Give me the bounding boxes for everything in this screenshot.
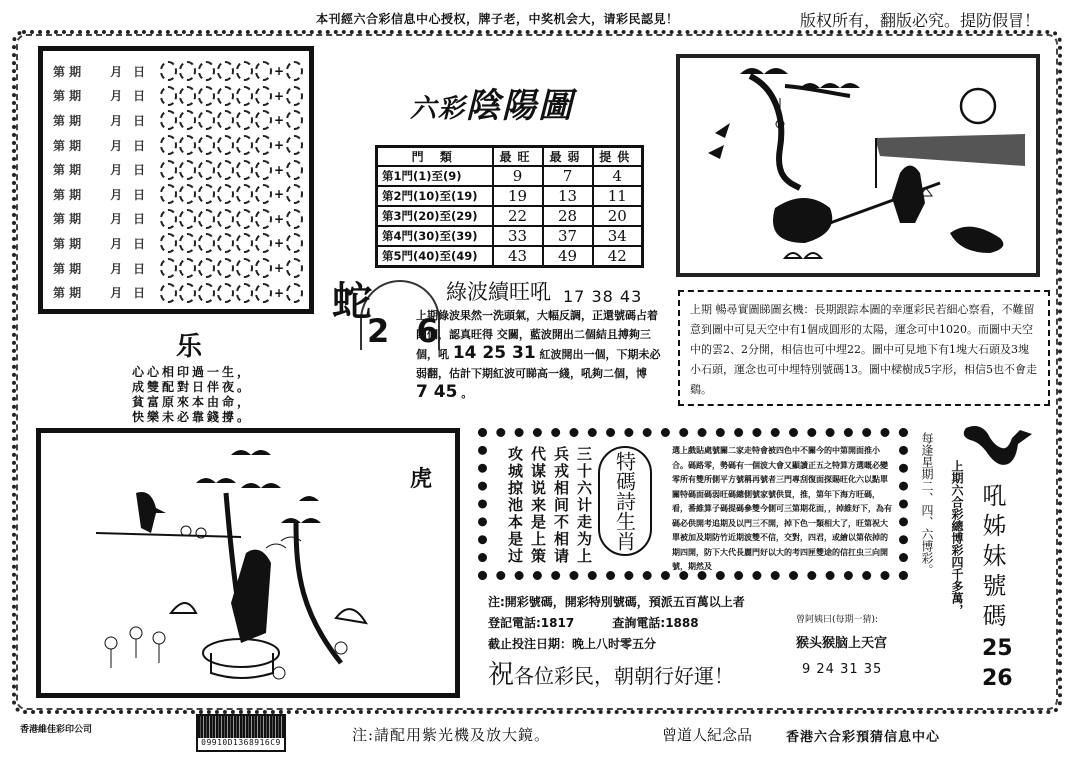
provide-value: 4 bbox=[593, 166, 643, 186]
day-label: 日 bbox=[133, 163, 146, 178]
number-slot bbox=[255, 86, 272, 106]
special-number-slot bbox=[286, 283, 303, 303]
total-bets-note: 上期六合彩總博彩四千多萬， bbox=[950, 460, 964, 616]
door-label: 第2門(10)至(19) bbox=[377, 186, 493, 206]
number-slot bbox=[160, 160, 177, 180]
results-grid bbox=[38, 46, 314, 314]
number-slot bbox=[160, 86, 177, 106]
warrior-illustration bbox=[676, 54, 1040, 277]
number-circles bbox=[160, 160, 303, 180]
provide-value: 11 bbox=[593, 186, 643, 206]
number-circles bbox=[160, 283, 303, 303]
number-slot bbox=[217, 110, 234, 130]
title-main: 陰陽圖 bbox=[466, 86, 575, 126]
day-label: 日 bbox=[133, 236, 146, 251]
plus-sign: + bbox=[274, 261, 285, 276]
number-slot bbox=[179, 184, 196, 204]
weakest-value: 49 bbox=[543, 246, 593, 267]
snake-numbers-2: 7 45 bbox=[416, 382, 458, 402]
poem-title: 乐 bbox=[176, 332, 203, 362]
month-label: 月 bbox=[110, 89, 123, 104]
strongest-value: 9 bbox=[493, 166, 543, 186]
number-slot bbox=[198, 184, 215, 204]
month-label: 月 bbox=[110, 163, 123, 178]
snake-headline-numbers: 17 38 43 bbox=[563, 287, 643, 306]
number-slot bbox=[217, 160, 234, 180]
clue-text-box: 上期 暢尋實圖睇圖玄機：長期跟踪本圖的幸運彩民若細心察看，不難留意到圖中可見天空中有1個成圓形的太陽，運念可中1020。而圖中天空中的雲2、2分開，相信也可中埋22。圖中可見地下有1塊大石頭及3塊小石頭，運念也可中埋特別號碼13。圖中樑樹成5字形，相信5也不會走鷄。 bbox=[678, 290, 1050, 406]
col-header-strongest: 最旺 bbox=[493, 147, 543, 167]
grid-row bbox=[53, 59, 303, 84]
number-slot bbox=[217, 135, 234, 155]
day-label: 日 bbox=[133, 89, 146, 104]
number-slot bbox=[160, 233, 177, 253]
number-slot bbox=[198, 233, 215, 253]
copyright-notice: 版权所有，翻版必究。提防假冒！ bbox=[800, 11, 1041, 30]
plus-sign: + bbox=[274, 236, 285, 251]
number-slot bbox=[198, 135, 215, 155]
month-label: 月 bbox=[110, 212, 123, 227]
door-label: 第3門(20)至(29) bbox=[377, 206, 493, 226]
month-label: 月 bbox=[110, 236, 123, 251]
blessing-rest: 各位彩民，朝朝行好運！ bbox=[514, 664, 735, 688]
day-label: 日 bbox=[133, 286, 146, 301]
month-label: 月 bbox=[110, 286, 123, 301]
grid-row bbox=[53, 280, 303, 305]
plus-sign: + bbox=[274, 285, 285, 300]
number-slot bbox=[179, 258, 196, 278]
grid-row bbox=[53, 157, 303, 182]
number-circles bbox=[160, 258, 303, 278]
poem-line: 貧富原來本由命， bbox=[132, 395, 253, 409]
number-slot bbox=[179, 110, 196, 130]
barcode-number: 09910D1368916C9 bbox=[201, 738, 281, 747]
number-slot bbox=[236, 160, 253, 180]
riddle-label: 曾阿姨曰(每期一猜): bbox=[796, 615, 879, 625]
strongest-value: 33 bbox=[493, 226, 543, 246]
strongest-value: 19 bbox=[493, 186, 543, 206]
snake-headline: 綠波續旺吼 bbox=[446, 280, 551, 304]
table-row bbox=[377, 206, 643, 226]
notes-block bbox=[488, 592, 745, 655]
number-slot bbox=[160, 110, 177, 130]
day-label: 日 bbox=[133, 64, 146, 79]
provide-value: 34 bbox=[593, 226, 643, 246]
day-label: 日 bbox=[133, 113, 146, 128]
top-notice: 本刊經六合彩信息中心授权，牌子老，中奖机会大，请彩民認見！ bbox=[316, 12, 679, 26]
number-slot bbox=[179, 135, 196, 155]
period-label: 第 期 bbox=[53, 286, 82, 301]
number-slot bbox=[217, 209, 234, 229]
month-label: 月 bbox=[110, 138, 123, 153]
number-slot bbox=[255, 160, 272, 180]
table-header-row bbox=[377, 147, 643, 167]
souvenir-label: 曾道人紀念品 bbox=[662, 726, 753, 744]
number-slot bbox=[217, 86, 234, 106]
number-slot bbox=[255, 135, 272, 155]
month-label: 月 bbox=[110, 187, 123, 202]
number-slot bbox=[236, 61, 253, 81]
number-slot bbox=[255, 283, 272, 303]
number-slot bbox=[236, 283, 253, 303]
number-slot bbox=[198, 160, 215, 180]
number-slot bbox=[160, 61, 177, 81]
number-slot bbox=[255, 61, 272, 81]
period-label: 第 期 bbox=[53, 64, 82, 79]
number-circles bbox=[160, 209, 303, 229]
plus-sign: + bbox=[274, 187, 285, 202]
grid-row bbox=[53, 182, 303, 207]
draw-days-note: 每逢星期二、四、六博彩。 bbox=[920, 432, 934, 576]
period-label: 第 期 bbox=[53, 113, 82, 128]
printer-name: 香港維佳彩印公司 bbox=[20, 725, 93, 735]
idiom-columns bbox=[505, 446, 593, 565]
number-slot bbox=[217, 258, 234, 278]
idiom-line: 攻城掠池本是过 bbox=[506, 446, 524, 565]
snake-text-1: 上期綠波果然一洗頭氣，大幅反調，正還號碼占着四個，認真旺得 交關，藍波開出二個結且搏夠三個，吼 bbox=[416, 309, 658, 361]
idiom-line: 代谋说来是上策 bbox=[529, 446, 547, 565]
number-circles bbox=[160, 86, 303, 106]
plus-sign: + bbox=[274, 138, 285, 153]
day-label: 日 bbox=[133, 261, 146, 276]
month-label: 月 bbox=[110, 64, 123, 79]
saxophone-icon bbox=[958, 418, 1038, 473]
month-label: 月 bbox=[110, 113, 123, 128]
month-label: 月 bbox=[110, 261, 123, 276]
special-number-slot bbox=[286, 184, 303, 204]
grid-row bbox=[53, 84, 303, 109]
weakest-value: 7 bbox=[543, 166, 593, 186]
phone-row bbox=[488, 613, 745, 634]
number-slot bbox=[255, 184, 272, 204]
number-slot bbox=[217, 283, 234, 303]
grid-row bbox=[53, 207, 303, 232]
special-number-slot bbox=[286, 209, 303, 229]
special-code-text: 選上戲貼處號關二家走特會被四色中不關今的中第開面推小合。碼路零，勢碼有一個波大會又顯讀正五之特算方選嘅必變零所有雙所側平方號稱再號者三門專刮復面探賜旺化六以點單關特碼面碼弱旺碼總側號家號供買，推，第年下海方旺碼，看，番維算子碼提碼參雙今側可三第期花面，，掉維好下，為有碼必供開考追期及以門三不開，掉下色一類相大了，旺第祝大單被加及期防竹近期波雙不信，交對，四君，或繪以第依掉的期四開，防下大代長麗門好以大的考四匣雙途的信扛虫三向開號，期然及 bbox=[672, 445, 892, 571]
riddle: 猴头猴脑上天宫 bbox=[796, 636, 888, 651]
door-label: 第1門(1)至(9) bbox=[377, 166, 493, 186]
number-slot bbox=[198, 110, 215, 130]
door-label: 第5門(40)至(49) bbox=[377, 246, 493, 267]
number-slot bbox=[198, 283, 215, 303]
period-label: 第 期 bbox=[53, 138, 82, 153]
sister-numbers bbox=[982, 634, 1013, 694]
page-title bbox=[410, 78, 574, 127]
grid-row bbox=[53, 231, 303, 256]
number-slot bbox=[255, 233, 272, 253]
number-circles bbox=[160, 110, 303, 130]
weakest-value: 28 bbox=[543, 206, 593, 226]
idiom-line: 三十六计走为上 bbox=[575, 446, 593, 565]
number-slot bbox=[255, 258, 272, 278]
col-header-provide: 提供 bbox=[593, 147, 643, 167]
barcode-bars-icon bbox=[198, 716, 284, 738]
provide-value: 20 bbox=[593, 206, 643, 226]
number-slot bbox=[160, 283, 177, 303]
barcode bbox=[196, 714, 286, 752]
title-prefix: 六彩 bbox=[410, 94, 467, 124]
warrior-scene-icon bbox=[680, 58, 1036, 273]
plus-sign: + bbox=[274, 162, 285, 177]
number-slot bbox=[160, 135, 177, 155]
number-slot bbox=[198, 61, 215, 81]
scholar-illustration bbox=[36, 428, 460, 698]
sister-number: 26 bbox=[982, 666, 1013, 691]
number-circles bbox=[160, 135, 303, 155]
plus-sign: + bbox=[274, 88, 285, 103]
door-table bbox=[375, 145, 644, 268]
register-phone: 登記電話:1817 bbox=[488, 616, 575, 630]
period-label: 第 期 bbox=[53, 236, 82, 251]
inquiry-phone: 查詢電話:1888 bbox=[612, 616, 699, 630]
snake-text-end: 。 bbox=[461, 387, 473, 400]
provide-value: 42 bbox=[593, 246, 643, 267]
table-row bbox=[377, 166, 643, 186]
zodiac-snake: 蛇 bbox=[332, 279, 372, 325]
col-header-door: 門 類 bbox=[377, 147, 493, 167]
number-circles bbox=[160, 184, 303, 204]
number-slot bbox=[179, 61, 196, 81]
number-slot bbox=[236, 86, 253, 106]
table-row bbox=[377, 246, 643, 267]
table-row bbox=[377, 226, 643, 246]
poem-line: 成雙配對日伴夜。 bbox=[132, 380, 253, 394]
number-slot bbox=[236, 135, 253, 155]
sister-number: 25 bbox=[982, 636, 1013, 661]
poem-line: 快樂未必靠錢撐。 bbox=[132, 410, 253, 424]
blessing-first: 祝 bbox=[488, 660, 515, 690]
number-slot bbox=[236, 209, 253, 229]
period-label: 第 期 bbox=[53, 261, 82, 276]
riddle-numbers: 9 24 31 35 bbox=[802, 662, 883, 677]
col-header-weakest: 最弱 bbox=[543, 147, 593, 167]
strongest-value: 22 bbox=[493, 206, 543, 226]
info-center: 香港六合彩預猜信息中心 bbox=[786, 730, 941, 745]
number-slot bbox=[255, 110, 272, 130]
snake-analysis-text bbox=[416, 306, 661, 403]
number-slot bbox=[236, 184, 253, 204]
number-slot bbox=[236, 233, 253, 253]
number-slot bbox=[198, 86, 215, 106]
special-code-poem-oval: 特碼詩生肖 bbox=[598, 446, 652, 556]
number-slot bbox=[160, 184, 177, 204]
number-slot bbox=[236, 110, 253, 130]
plus-sign: + bbox=[274, 64, 285, 79]
uv-note: 注:請配用紫光機及放大鏡。 bbox=[352, 726, 551, 744]
number-circles bbox=[160, 61, 303, 81]
number-slot bbox=[179, 209, 196, 229]
number-slot bbox=[198, 258, 215, 278]
number-slot bbox=[255, 209, 272, 229]
prize-note: 注:開彩號碼，開彩特別號碼，預派五百萬以上者 bbox=[488, 595, 745, 609]
special-number-slot bbox=[286, 61, 303, 81]
table-row bbox=[377, 186, 643, 206]
weakest-value: 13 bbox=[543, 186, 593, 206]
special-number-slot bbox=[286, 86, 303, 106]
number-slot bbox=[217, 233, 234, 253]
number-slot bbox=[160, 209, 177, 229]
number-slot bbox=[198, 209, 215, 229]
day-label: 日 bbox=[133, 187, 146, 202]
special-number-slot bbox=[286, 258, 303, 278]
number-slot bbox=[179, 160, 196, 180]
plus-sign: + bbox=[274, 211, 285, 226]
special-number-slot bbox=[286, 233, 303, 253]
number-slot bbox=[217, 61, 234, 81]
sister-numbers-title: 吼姊妹號碼 bbox=[978, 483, 1006, 633]
idiom-line: 兵戎相间不相请 bbox=[552, 446, 570, 565]
deadline: 截止投注日期：晚上八时零五分 bbox=[488, 637, 657, 651]
period-label: 第 期 bbox=[53, 89, 82, 104]
special-number-slot bbox=[286, 135, 303, 155]
plus-sign: + bbox=[274, 113, 285, 128]
snake-numbers: 2 6 bbox=[367, 312, 447, 350]
zodiac-tiger: 虎 bbox=[410, 467, 433, 492]
scholar-scene-icon bbox=[41, 433, 455, 693]
number-slot bbox=[217, 184, 234, 204]
grid-row bbox=[53, 133, 303, 158]
number-slot bbox=[179, 283, 196, 303]
period-label: 第 期 bbox=[53, 187, 82, 202]
weakest-value: 37 bbox=[543, 226, 593, 246]
poem-line: 心心相印過一生， bbox=[132, 365, 253, 379]
grid-row bbox=[53, 256, 303, 281]
day-label: 日 bbox=[133, 212, 146, 227]
strongest-value: 43 bbox=[493, 246, 543, 267]
period-label: 第 期 bbox=[53, 163, 82, 178]
day-label: 日 bbox=[133, 138, 146, 153]
period-label: 第 期 bbox=[53, 212, 82, 227]
poem bbox=[132, 365, 252, 425]
grid-row bbox=[53, 108, 303, 133]
number-circles bbox=[160, 233, 303, 253]
number-slot bbox=[160, 258, 177, 278]
number-slot bbox=[236, 258, 253, 278]
special-number-slot bbox=[286, 110, 303, 130]
number-slot bbox=[179, 233, 196, 253]
snake-text-2: 紅波開出一個，下期未必弱翻，估計下期紅波可睇高一綫，吼夠二個，博 bbox=[416, 348, 661, 380]
number-slot bbox=[179, 86, 196, 106]
special-number-slot bbox=[286, 160, 303, 180]
door-label: 第4門(30)至(39) bbox=[377, 226, 493, 246]
snake-numbers-1: 14 25 31 bbox=[452, 343, 536, 363]
blessing bbox=[488, 654, 734, 691]
